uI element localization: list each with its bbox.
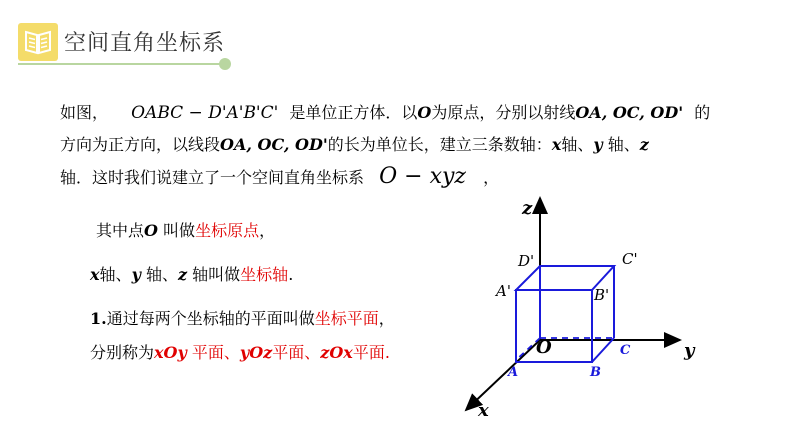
cube-coordinate-diagram bbox=[456, 190, 716, 430]
label-O: O bbox=[536, 337, 552, 358]
origin-definition: 其中点O 叫做坐标原点， bbox=[96, 221, 276, 240]
label-A1: A' bbox=[496, 282, 511, 300]
intro-line-2: 方向为正方向，以线段OA, OC, OD'的长为单位长，建立三条数轴：x轴、y 轴、z bbox=[60, 135, 649, 154]
term-origin: 坐标原点 bbox=[195, 221, 260, 240]
planes-definition-1: 1.通过每两个坐标轴的平面叫做坐标平面， bbox=[90, 309, 395, 328]
title-underline bbox=[18, 63, 222, 65]
coordinate-system-formula: O − xyz bbox=[379, 164, 466, 189]
label-x: x bbox=[478, 400, 489, 421]
axes-definition: x轴、y 轴、z 轴叫做坐标轴. bbox=[90, 265, 294, 284]
page-title: 空间直角坐标系 bbox=[64, 31, 226, 56]
intro-line-3: 轴．这时我们说建立了一个空间直角坐标系 O − xyz ， bbox=[60, 164, 500, 189]
label-C: C bbox=[620, 343, 631, 358]
term-axis: 坐标轴 bbox=[240, 265, 289, 284]
intro-line-1: 如图， OABC − D'A'B'C' 是单位正方体．以O为原点，分别以射线OA, OC, OD' 的 bbox=[60, 103, 711, 123]
book-icon bbox=[18, 23, 58, 61]
planes-definition-2: 分别称为xOy 平面、yOz平面、zOx平面. bbox=[90, 343, 390, 362]
label-z: z bbox=[522, 198, 533, 219]
header bbox=[0, 0, 794, 80]
label-y: y bbox=[684, 340, 695, 361]
title-dot bbox=[219, 58, 231, 70]
cube-svg bbox=[456, 190, 716, 430]
cube-formula: OABC − D'A'B'C' bbox=[131, 103, 279, 123]
label-D1: D' bbox=[518, 252, 535, 270]
label-B1: B' bbox=[594, 286, 610, 304]
term-plane: 坐标平面 bbox=[314, 309, 379, 328]
label-B: B bbox=[590, 365, 601, 380]
label-A: A bbox=[508, 365, 519, 380]
label-C1: C' bbox=[622, 250, 638, 268]
